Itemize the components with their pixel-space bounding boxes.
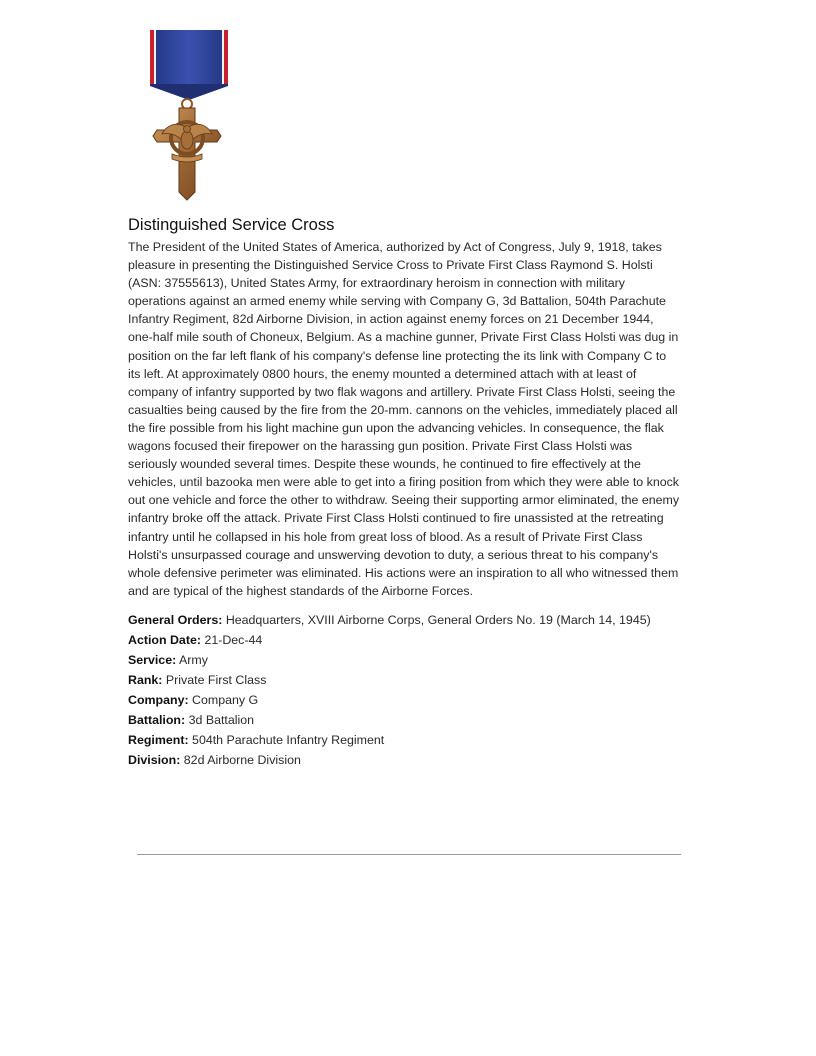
detail-regiment [128, 730, 680, 750]
detail-value: Company G [192, 692, 259, 707]
detail-general-orders [128, 610, 680, 630]
detail-value: 21-Dec-44 [204, 632, 263, 647]
detail-label: Division: [128, 752, 181, 767]
distinguished-service-cross-icon [132, 28, 242, 210]
detail-value: 82d Airborne Division [183, 752, 301, 767]
detail-label: Rank: [128, 672, 163, 687]
detail-value: Private First Class [165, 672, 267, 687]
award-title: Distinguished Service Cross [128, 216, 335, 234]
detail-company [128, 690, 680, 710]
citation-section [128, 216, 680, 770]
detail-rank [128, 670, 680, 690]
detail-label: General Orders: [128, 612, 223, 627]
detail-value: Headquarters, XVIII Airborne Corps, General Orders No. 19 (March 14, 1945) [225, 612, 651, 627]
horizontal-divider [137, 854, 681, 855]
award-details [128, 610, 680, 770]
detail-label: Company: [128, 692, 189, 707]
citation-text: The President of the United States of America, authorized by Act of Congress, July 9, 1918, takes pleasure in presenting the Distinguished Service Cross to Private First Class Raymond S. Holsti (ASN: 37555613), United States Army, for extraordinary heroism in connection with military operations against an armed enemy while serving with Company G, 3d Battalion, 504th Parachute Infantry Regiment, 82d Airborne Division, in action against enemy forces on 21 December 1944, one-half mile south of Choneux, Belgium. As a machine gunner, Private First Class Holsti was dug in position on the far left flank of his company's defense line protecting the its link with Company C to its left. At approximately 0800 hours, the enemy mounted a determined attach with at least of company of infantry supported by two flak wagons and artillery. Private First Class Holsti, seeing the casualties being caused by the fire from the 20-mm. cannons on the vehicles, immediately placed all the fire possible from his light machine gun upon the advancing vehicles. In consequence, the flak wagons focused their firepower on the harassing gun position. Private First Class Holsti was seriously wounded several times. Despite these wounds, he continued to fire effectively at the vehicles, until bazooka men were able to get into a firing position from which they were able to knock out one vehicle and force the other to withdraw. Seeing their supporting armor eliminated, the enemy infantry broke off the attack. Private First Class Holsti continued to fire unassisted at the retreating infantry until he collapsed in his hole from great loss of blood. As a result of Private First Class Holsti's unsurpassed courage and unswerving devotion to duty, a serious threat to his company's whole defensive perimeter was eliminated. His actions were an inspiration to all who witnessed them and are typical of the highest standards of the Airborne Forces. [128, 240, 680, 598]
detail-value: Army [179, 652, 208, 667]
detail-service [128, 650, 680, 670]
detail-battalion [128, 710, 680, 730]
detail-value: 504th Parachute Infantry Regiment [192, 732, 385, 747]
detail-label: Service: [128, 652, 177, 667]
detail-action-date [128, 630, 680, 650]
detail-division [128, 750, 680, 770]
detail-label: Action Date: [128, 632, 201, 647]
detail-label: Battalion: [128, 712, 186, 727]
detail-value: 3d Battalion [188, 712, 255, 727]
detail-label: Regiment: [128, 732, 189, 747]
